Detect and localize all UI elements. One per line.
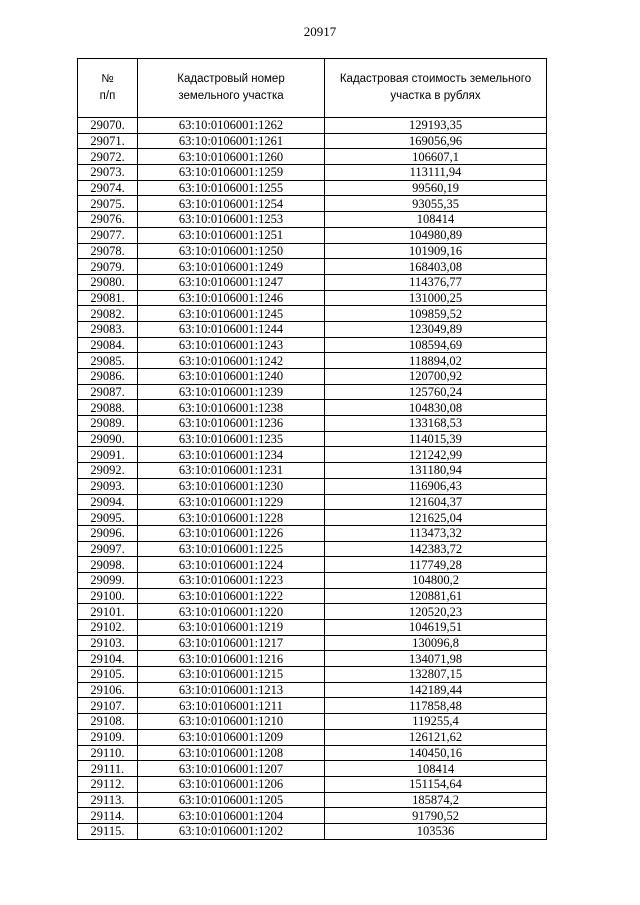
cadastral-number-cell: 63:10:0106001:1231 [138,463,325,479]
header-number [78,59,138,118]
cadastral-number-cell: 63:10:0106001:1210 [138,714,325,730]
row-number-cell: 29113. [78,792,138,808]
row-number-cell: 29076. [78,212,138,228]
table-row [78,510,547,526]
row-number-cell: 29089. [78,416,138,432]
cadastral-number-cell: 63:10:0106001:1250 [138,243,325,259]
row-number-cell: 29094. [78,494,138,510]
header-cadastral-value [325,59,547,118]
row-number-cell: 29102. [78,620,138,636]
table-row [78,196,547,212]
header-cadastral-value-line-2: участка в рублях [390,90,481,102]
cadastral-number-cell: 63:10:0106001:1260 [138,149,325,165]
table-row [78,478,547,494]
row-number-cell: 29108. [78,714,138,730]
cadastral-value-cell: 130096,8 [325,635,547,651]
row-number-cell: 29071. [78,133,138,149]
cadastral-number-cell: 63:10:0106001:1251 [138,227,325,243]
row-number-cell: 29109. [78,729,138,745]
table-row [78,651,547,667]
cadastral-value-cell: 109859,52 [325,306,547,322]
row-number-cell: 29084. [78,337,138,353]
table-row [78,416,547,432]
row-number-cell: 29080. [78,274,138,290]
row-number-cell: 29103. [78,635,138,651]
table-row [78,306,547,322]
cadastral-value-cell: 91790,52 [325,808,547,824]
row-number-cell: 29079. [78,259,138,275]
cadastral-value-cell: 134071,98 [325,651,547,667]
row-number-cell: 29114. [78,808,138,824]
cadastral-value-cell: 131000,25 [325,290,547,306]
cadastral-value-cell: 132807,15 [325,667,547,683]
cadastral-value-cell: 118894,02 [325,353,547,369]
header-cadastral-number-line-1: Кадастровый номер [177,73,285,85]
cadastral-value-cell: 121625,04 [325,510,547,526]
cadastral-value-cell: 140450,16 [325,745,547,761]
table-row [78,431,547,447]
table-row [78,353,547,369]
cadastral-value-cell: 126121,62 [325,729,547,745]
cadastral-number-cell: 63:10:0106001:1262 [138,118,325,134]
table-row [78,525,547,541]
header-number-line-1: № [101,73,114,85]
cadastral-number-cell: 63:10:0106001:1213 [138,682,325,698]
table-row [78,259,547,275]
table-row [78,463,547,479]
row-number-cell: 29085. [78,353,138,369]
cadastral-number-cell: 63:10:0106001:1255 [138,180,325,196]
cadastral-number-cell: 63:10:0106001:1226 [138,525,325,541]
cadastral-value-cell: 117858,48 [325,698,547,714]
row-number-cell: 29092. [78,463,138,479]
row-number-cell: 29088. [78,400,138,416]
cadastral-value-cell: 106607,1 [325,149,547,165]
cadastral-value-cell: 113473,32 [325,525,547,541]
cadastral-value-cell: 168403,08 [325,259,547,275]
row-number-cell: 29101. [78,604,138,620]
cadastral-number-cell: 63:10:0106001:1207 [138,761,325,777]
cadastral-value-cell: 114015,39 [325,431,547,447]
table-row [78,149,547,165]
table-row [78,682,547,698]
cadastral-number-cell: 63:10:0106001:1217 [138,635,325,651]
table-row [78,604,547,620]
table-row [78,572,547,588]
row-number-cell: 29098. [78,557,138,573]
cadastral-value-cell: 120881,61 [325,588,547,604]
row-number-cell: 29104. [78,651,138,667]
row-number-cell: 29077. [78,227,138,243]
cadastral-value-cell: 108414 [325,761,547,777]
cadastral-number-cell: 63:10:0106001:1208 [138,745,325,761]
table-row [78,808,547,824]
table-row [78,714,547,730]
row-number-cell: 29083. [78,321,138,337]
cadastral-value-cell: 101909,16 [325,243,547,259]
header-number-line-2: п/п [99,90,116,102]
cadastral-number-cell: 63:10:0106001:1247 [138,274,325,290]
cadastral-value-cell: 119255,4 [325,714,547,730]
cadastral-value-cell: 133168,53 [325,416,547,432]
table-row [78,321,547,337]
cadastral-value-cell: 114376,77 [325,274,547,290]
cadastral-number-cell: 63:10:0106001:1219 [138,620,325,636]
table-row [78,729,547,745]
table-row [78,557,547,573]
row-number-cell: 29106. [78,682,138,698]
cadastral-number-cell: 63:10:0106001:1230 [138,478,325,494]
table-row [78,118,547,134]
row-number-cell: 29105. [78,667,138,683]
table-row [78,400,547,416]
cadastral-number-cell: 63:10:0106001:1242 [138,353,325,369]
table-row [78,776,547,792]
row-number-cell: 29081. [78,290,138,306]
cadastral-number-cell: 63:10:0106001:1253 [138,212,325,228]
table-row [78,274,547,290]
cadastral-number-cell: 63:10:0106001:1220 [138,604,325,620]
table-row [78,337,547,353]
cadastral-number-cell: 63:10:0106001:1211 [138,698,325,714]
row-number-cell: 29090. [78,431,138,447]
cadastral-value-cell: 142189,44 [325,682,547,698]
cadastral-value-cell: 104800,2 [325,572,547,588]
cadastral-number-cell: 63:10:0106001:1202 [138,823,325,839]
header-cadastral-value-line-1: Кадастровая стоимость земельного [339,73,532,85]
cadastral-value-cell: 151154,64 [325,776,547,792]
row-number-cell: 29096. [78,525,138,541]
row-number-cell: 29072. [78,149,138,165]
row-number-cell: 29074. [78,180,138,196]
cadastral-number-cell: 63:10:0106001:1206 [138,776,325,792]
cadastral-number-cell: 63:10:0106001:1243 [138,337,325,353]
cadastral-number-cell: 63:10:0106001:1234 [138,447,325,463]
cadastral-number-cell: 63:10:0106001:1216 [138,651,325,667]
cadastral-number-cell: 63:10:0106001:1228 [138,510,325,526]
cadastral-value-cell: 121604,37 [325,494,547,510]
cadastral-number-cell: 63:10:0106001:1223 [138,572,325,588]
cadastral-value-table [77,58,547,840]
header-cadastral-number [138,59,325,118]
cadastral-number-cell: 63:10:0106001:1246 [138,290,325,306]
cadastral-number-cell: 63:10:0106001:1254 [138,196,325,212]
cadastral-value-cell: 99560,19 [325,180,547,196]
cadastral-value-cell: 108414 [325,212,547,228]
table-row [78,227,547,243]
row-number-cell: 29100. [78,588,138,604]
row-number-cell: 29091. [78,447,138,463]
cadastral-number-cell: 63:10:0106001:1245 [138,306,325,322]
table-row [78,290,547,306]
cadastral-value-cell: 121242,99 [325,447,547,463]
table-row [78,635,547,651]
row-number-cell: 29073. [78,165,138,181]
cadastral-number-cell: 63:10:0106001:1204 [138,808,325,824]
cadastral-value-cell: 131180,94 [325,463,547,479]
table-row [78,792,547,808]
row-number-cell: 29112. [78,776,138,792]
row-number-cell: 29095. [78,510,138,526]
cadastral-value-cell: 120700,92 [325,369,547,385]
row-number-cell: 29078. [78,243,138,259]
cadastral-number-cell: 63:10:0106001:1209 [138,729,325,745]
cadastral-number-cell: 63:10:0106001:1259 [138,165,325,181]
table-row [78,745,547,761]
cadastral-value-cell: 104980,89 [325,227,547,243]
table-row [78,212,547,228]
cadastral-number-cell: 63:10:0106001:1215 [138,667,325,683]
cadastral-value-cell: 104619,51 [325,620,547,636]
cadastral-value-cell: 125760,24 [325,384,547,400]
row-number-cell: 29075. [78,196,138,212]
table-row [78,698,547,714]
row-number-cell: 29082. [78,306,138,322]
cadastral-value-cell: 129193,35 [325,118,547,134]
cadastral-value-cell: 104830,08 [325,400,547,416]
page-number: 20917 [303,24,337,39]
row-number-cell: 29115. [78,823,138,839]
cadastral-number-cell: 63:10:0106001:1249 [138,259,325,275]
table-row [78,133,547,149]
table-row [78,823,547,839]
row-number-cell: 29107. [78,698,138,714]
cadastral-value-cell: 169056,96 [325,133,547,149]
cadastral-number-cell: 63:10:0106001:1236 [138,416,325,432]
cadastral-number-cell: 63:10:0106001:1244 [138,321,325,337]
table-row [78,761,547,777]
row-number-cell: 29093. [78,478,138,494]
cadastral-value-cell: 103536 [325,823,547,839]
table-row [78,165,547,181]
cadastral-value-cell: 142383,72 [325,541,547,557]
cadastral-value-cell: 120520,23 [325,604,547,620]
cadastral-value-cell: 108594,69 [325,337,547,353]
cadastral-value-cell: 117749,28 [325,557,547,573]
table-header-row [78,59,547,118]
cadastral-value-cell: 116906,43 [325,478,547,494]
row-number-cell: 29070. [78,118,138,134]
cadastral-number-cell: 63:10:0106001:1222 [138,588,325,604]
cadastral-number-cell: 63:10:0106001:1229 [138,494,325,510]
cadastral-number-cell: 63:10:0106001:1224 [138,557,325,573]
row-number-cell: 29110. [78,745,138,761]
table-row [78,369,547,385]
table-row [78,541,547,557]
row-number-cell: 29111. [78,761,138,777]
header-cadastral-number-line-2: земельного участка [178,90,284,102]
cadastral-value-cell: 113111,94 [325,165,547,181]
cadastral-number-cell: 63:10:0106001:1238 [138,400,325,416]
row-number-cell: 29099. [78,572,138,588]
row-number-cell: 29086. [78,369,138,385]
table-body [78,118,547,840]
cadastral-number-cell: 63:10:0106001:1225 [138,541,325,557]
cadastral-number-cell: 63:10:0106001:1235 [138,431,325,447]
row-number-cell: 29097. [78,541,138,557]
cadastral-number-cell: 63:10:0106001:1240 [138,369,325,385]
table-row [78,243,547,259]
cadastral-value-cell: 123049,89 [325,321,547,337]
table-row [78,180,547,196]
cadastral-number-cell: 63:10:0106001:1261 [138,133,325,149]
cadastral-value-cell: 185874,2 [325,792,547,808]
table-row [78,447,547,463]
row-number-cell: 29087. [78,384,138,400]
cadastral-number-cell: 63:10:0106001:1205 [138,792,325,808]
cadastral-value-cell: 93055,35 [325,196,547,212]
table-row [78,588,547,604]
table-row [78,620,547,636]
table-row [78,494,547,510]
cadastral-number-cell: 63:10:0106001:1239 [138,384,325,400]
table-row [78,384,547,400]
table-row [78,667,547,683]
